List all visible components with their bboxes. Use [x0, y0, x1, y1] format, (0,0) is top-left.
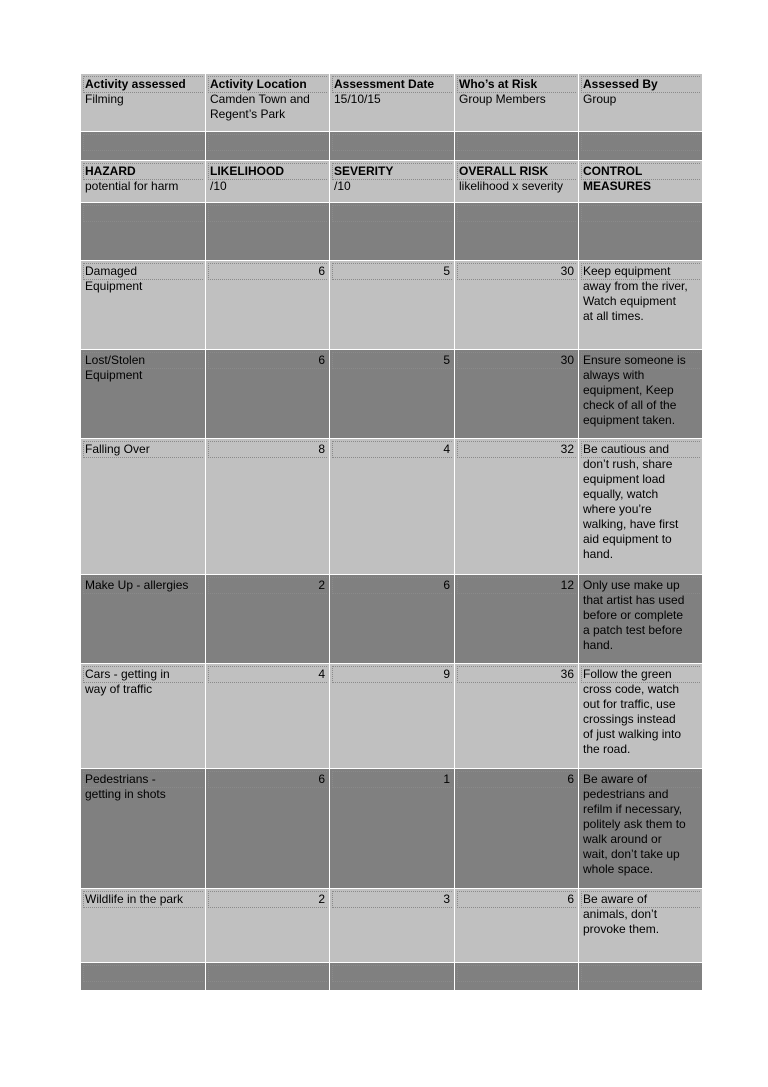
hazard-text: Pedestrians -: [85, 772, 156, 786]
severity-value: 5: [330, 350, 455, 439]
hazard-cell: [81, 350, 206, 439]
hazard-row: [81, 664, 703, 769]
overall-risk-value: 30: [455, 350, 579, 439]
likelihood-value: 4: [206, 664, 330, 769]
control-text: a patch test before: [583, 623, 683, 637]
hazard-header-label: HAZARD: [85, 164, 136, 178]
control-text: refilm if necessary,: [583, 802, 683, 816]
overall-risk-value: 12: [455, 575, 579, 664]
control-measures-cell: [579, 664, 703, 769]
hazard-text: Equipment: [85, 279, 143, 293]
assessed-by-label: Assessed By: [583, 77, 658, 91]
control-measures-header-label: CONTROL: [583, 164, 643, 178]
likelihood-value: 6: [206, 769, 330, 889]
hazard-text: Equipment: [85, 368, 143, 382]
hazard-row: [81, 261, 703, 350]
whos-at-risk-value: Group Members: [459, 92, 546, 106]
control-text: Follow the green: [583, 667, 672, 681]
likelihood-header: [206, 161, 330, 203]
control-text: equipment taken.: [583, 413, 676, 427]
control-text: politely ask them to: [583, 817, 686, 831]
empty-cell: [330, 132, 455, 161]
spacer-row: [81, 132, 703, 161]
risk-assessment-table: [80, 73, 703, 991]
severity-header-label: SEVERITY: [334, 164, 394, 178]
control-text: Ensure someone is: [583, 353, 686, 367]
activity-location-value-line: Camden Town and: [210, 92, 310, 106]
control-text: equally, watch: [583, 487, 659, 501]
hazard-text: Wildlife in the park: [85, 892, 184, 906]
overall-risk-header-sub: likelihood x severity: [459, 179, 564, 193]
likelihood-value: 8: [206, 439, 330, 575]
activity-location-value-line: Regent’s Park: [210, 107, 286, 121]
empty-cell: [81, 132, 206, 161]
activity-assessed-cell: [81, 74, 206, 132]
activity-location-cell: [206, 74, 330, 132]
control-measures-header-label: MEASURES: [583, 179, 652, 193]
control-text: cross code, watch: [583, 682, 680, 696]
hazard-text: Falling Over: [85, 442, 150, 456]
activity-location-label: Activity Location: [210, 77, 307, 91]
hazard-text: getting in shots: [85, 787, 166, 801]
control-text: Be cautious and: [583, 442, 670, 456]
control-text: walking, have first: [583, 517, 679, 531]
likelihood-value: 6: [206, 350, 330, 439]
control-text: equipment load: [583, 472, 666, 486]
info-row: [81, 74, 703, 132]
control-text: pedestrians and: [583, 787, 669, 801]
control-text: animals, don’t: [583, 907, 658, 921]
control-measures-cell: [579, 261, 703, 350]
hazard-text: Make Up - allergies: [85, 578, 189, 592]
overall-risk-header-label: OVERALL RISK: [459, 164, 549, 178]
empty-cell: [455, 963, 579, 991]
empty-cell: [206, 203, 330, 261]
severity-value: 5: [330, 261, 455, 350]
column-header-row: [81, 161, 703, 203]
spacer-row: [81, 963, 703, 991]
empty-cell: [81, 963, 206, 991]
control-text: crossings instead: [583, 712, 676, 726]
overall-risk-value: 36: [455, 664, 579, 769]
spacer-row: [81, 203, 703, 261]
control-text: Watch equipment: [583, 294, 676, 308]
empty-cell: [206, 132, 330, 161]
assessment-date-cell: [330, 74, 455, 132]
hazard-header-sub: potential for harm: [85, 179, 179, 193]
empty-cell: [579, 203, 703, 261]
hazard-header: [81, 161, 206, 203]
control-text: the road.: [583, 742, 631, 756]
whos-at-risk-label: Who’s at Risk: [459, 77, 538, 91]
empty-cell: [330, 963, 455, 991]
control-text: where you’re: [583, 502, 652, 516]
assessment-date-value: 15/10/15: [334, 92, 381, 106]
hazard-row: [81, 575, 703, 664]
overall-risk-header: [455, 161, 579, 203]
activity-assessed-value: Filming: [85, 92, 124, 106]
control-text: out for traffic, use: [583, 697, 676, 711]
likelihood-value: 2: [206, 575, 330, 664]
severity-value: 1: [330, 769, 455, 889]
empty-cell: [81, 203, 206, 261]
hazard-cell: [81, 769, 206, 889]
control-measures-cell: [579, 575, 703, 664]
control-text: provoke them.: [583, 922, 660, 936]
control-text: don’t rush, share: [583, 457, 673, 471]
control-text: Only use make up: [583, 578, 680, 592]
empty-cell: [579, 963, 703, 991]
control-text: hand.: [583, 638, 614, 652]
hazard-cell: [81, 575, 206, 664]
empty-cell: [330, 203, 455, 261]
severity-header-sub: /10: [334, 179, 351, 193]
hazard-cell: [81, 664, 206, 769]
control-text: aid equipment to: [583, 532, 672, 546]
control-text: always with: [583, 368, 645, 382]
control-text: equipment, Keep: [583, 383, 674, 397]
hazard-text: Lost/Stolen: [85, 353, 146, 367]
assessed-by-value: Group: [583, 92, 617, 106]
severity-value: 9: [330, 664, 455, 769]
severity-value: 6: [330, 575, 455, 664]
overall-risk-value: 6: [455, 889, 579, 963]
assessment-date-label: Assessment Date: [334, 77, 435, 91]
control-text: check of all of the: [583, 398, 677, 412]
control-measures-cell: [579, 769, 703, 889]
hazard-text: Damaged: [85, 264, 138, 278]
control-measures-cell: [579, 350, 703, 439]
empty-cell: [206, 963, 330, 991]
hazard-cell: [81, 261, 206, 350]
empty-cell: [455, 203, 579, 261]
control-text: of just walking into: [583, 727, 682, 741]
likelihood-header-sub: /10: [210, 179, 227, 193]
hazard-row: [81, 439, 703, 575]
hazard-cell: [81, 439, 206, 575]
severity-value: 3: [330, 889, 455, 963]
control-text: Be aware of: [583, 892, 648, 906]
assessed-by-cell: [579, 74, 703, 132]
control-text: Be aware of: [583, 772, 648, 786]
control-measures-cell: [579, 439, 703, 575]
hazard-text: way of traffic: [85, 682, 153, 696]
hazard-text: Cars - getting in: [85, 667, 170, 681]
control-text: at all times.: [583, 309, 644, 323]
severity-value: 4: [330, 439, 455, 575]
activity-assessed-label: Activity assessed: [85, 77, 186, 91]
likelihood-header-label: LIKELIHOOD: [210, 164, 284, 178]
control-measures-header: [579, 161, 703, 203]
control-text: whole space.: [583, 862, 654, 876]
likelihood-value: 6: [206, 261, 330, 350]
control-measures-cell: [579, 889, 703, 963]
hazard-row: [81, 350, 703, 439]
empty-cell: [455, 132, 579, 161]
hazard-row: [81, 889, 703, 963]
severity-header: [330, 161, 455, 203]
control-text: hand.: [583, 547, 614, 561]
control-text: that artist has used: [583, 593, 685, 607]
control-text: before or complete: [583, 608, 684, 622]
overall-risk-value: 30: [455, 261, 579, 350]
overall-risk-value: 32: [455, 439, 579, 575]
empty-cell: [579, 132, 703, 161]
control-text: wait, don’t take up: [583, 847, 680, 861]
hazard-cell: [81, 889, 206, 963]
whos-at-risk-cell: [455, 74, 579, 132]
control-text: walk around or: [583, 832, 662, 846]
hazard-row: [81, 769, 703, 889]
overall-risk-value: 6: [455, 769, 579, 889]
control-text: Keep equipment: [583, 264, 671, 278]
control-text: away from the river,: [583, 279, 688, 293]
likelihood-value: 2: [206, 889, 330, 963]
